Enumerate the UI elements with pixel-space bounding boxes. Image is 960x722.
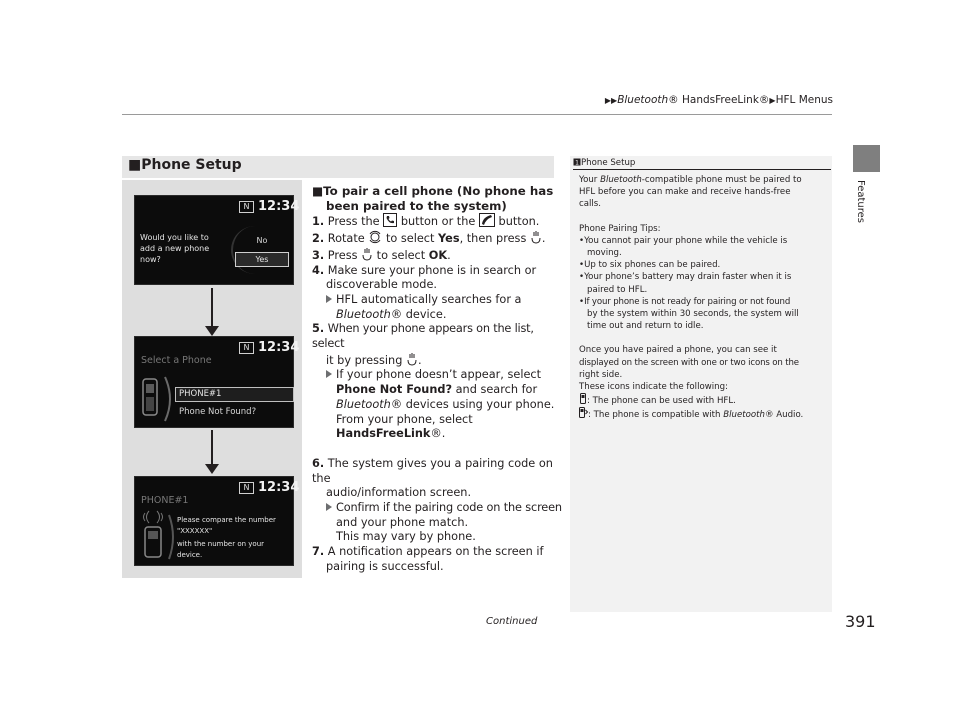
notes-body <box>579 174 829 422</box>
breadcrumb-menus: HFL Menus <box>775 94 833 106</box>
option-yes: Yes <box>235 252 289 267</box>
continued-label: Continued <box>486 616 538 627</box>
down-arrow-icon <box>205 464 219 474</box>
tips-title: Phone Pairing Tips: <box>579 223 661 234</box>
procedure-text <box>312 184 562 575</box>
notes-heading: 1 Phone Setup <box>573 158 635 168</box>
sub-bullet-icon <box>326 503 332 511</box>
tip-4: •If your phone is not ready for pairing or not found <box>579 296 791 307</box>
bullet-icon: • <box>579 235 585 246</box>
step-6-sub-line2: and your phone match. <box>336 515 469 529</box>
note-intro-line3: calls. <box>579 199 601 210</box>
note-marker-icon <box>573 158 581 166</box>
step-5-sub: If your phone doesn’t appear, select <box>312 368 562 383</box>
breadcrumb-hfl: ® HandsFreeLink® <box>668 94 770 106</box>
hfl-phone-icon <box>579 393 587 404</box>
note-intro-line2: HFL before you can make and receive hands-free <box>579 187 791 198</box>
tip-3: •Your phone’s battery may drain faster when it is <box>579 272 792 283</box>
tip-1: •You cannot pair your phone while the vehicle is <box>579 235 788 246</box>
bullet-icon: • <box>579 272 585 283</box>
tip-3-line2: paired to HFL. <box>587 284 648 295</box>
tip-4-line3: time out and return to idle. <box>587 321 704 332</box>
step-6-line2: audio/information screen. <box>326 486 472 500</box>
breadcrumb-arrow-icon: ▶▶ <box>604 96 618 105</box>
note-icon-hfl: : The phone can be used with HFL. <box>579 393 829 407</box>
press-knob-icon <box>361 247 373 261</box>
step-3: 3. Press to select OK. <box>312 248 451 262</box>
option-no: No <box>256 236 268 245</box>
screen-pairing-code <box>134 476 300 566</box>
pairing-phone-icon <box>139 509 175 561</box>
note-paired-line2: displayed on the screen with one or two icons on the <box>579 357 799 368</box>
gear-indicator: N <box>239 342 254 354</box>
step-6: 6. The system gives you a pairing code on the <box>312 456 553 485</box>
press-knob-icon <box>406 352 418 366</box>
flow-arrow-line <box>211 288 213 328</box>
chapter-label: Features <box>855 180 866 223</box>
screen-select-phone <box>134 336 300 428</box>
step-7: 7. A notification appears on the screen if <box>312 545 544 559</box>
phone-list-item-not-found: Phone Not Found? <box>179 407 257 417</box>
step-5-sub-line4: From your phone, select <box>336 412 473 426</box>
bluetooth-audio-phone-icon <box>579 407 588 418</box>
screen-add-phone <box>134 195 300 285</box>
pick-up-button-icon <box>479 213 495 227</box>
step-5-sub-line3: Bluetooth® devices using your phone. <box>336 397 555 411</box>
note-paired-line3: right side. <box>579 369 623 380</box>
step-5-sub-line5: HandsFreeLink®. <box>336 427 446 441</box>
pairing-phone-title: PHONE#1 <box>141 495 189 506</box>
note-paired-line4: These icons indicate the following: <box>579 382 728 393</box>
page-number: 391 <box>845 612 876 631</box>
note-icon-audio: : The phone is compatible with Bluetooth® Audio. <box>579 407 829 421</box>
phone-icon <box>141 375 175 423</box>
note-paired: Once you have paired a phone, you can see it <box>579 345 777 356</box>
step-6-sub: Confirm if the pairing code on the screen <box>312 501 562 516</box>
press-knob-icon <box>530 230 542 244</box>
sub-bullet-icon <box>326 370 332 378</box>
step-2: 2. Rotate to select Yes, then press . <box>312 232 546 246</box>
step-1: 1. Press the button or the button. <box>312 215 540 229</box>
step-4-sub: HFL automatically searches for a <box>312 293 562 308</box>
section-title: ■Phone Setup <box>128 157 242 173</box>
clock-display: 12:34 <box>258 480 300 495</box>
select-phone-title: Select a Phone <box>141 355 212 366</box>
selector-knob-icon <box>368 230 382 244</box>
breadcrumb <box>0 94 833 106</box>
chapter-tab <box>853 145 880 172</box>
step-4-sub-line2: Bluetooth® device. <box>336 307 447 321</box>
step-6-sub-line3: This may vary by phone. <box>336 530 476 544</box>
procedure-heading-line2: been paired to the system) <box>326 198 507 213</box>
notes-rule <box>573 169 831 170</box>
bullet-icon: • <box>579 260 585 271</box>
phone-list-item-phone1: PHONE#1 <box>175 387 294 402</box>
step-5: 5. When your phone appears on the list, select <box>312 322 534 351</box>
header-rule <box>122 114 832 115</box>
note-intro: Your Bluetooth-compatible phone must be paired to <box>579 175 802 185</box>
step-5-sub-line2: Phone Not Found? and search for <box>336 383 538 397</box>
svg-text:1: 1 <box>575 159 579 167</box>
clock-display: 12:34 <box>258 199 300 214</box>
phone-button-icon <box>383 213 397 227</box>
gear-indicator: N <box>239 201 254 213</box>
add-phone-prompt: Would you like to add a new phone now? <box>140 233 210 264</box>
bullet-icon: • <box>579 296 585 307</box>
step-4-line2: discoverable mode. <box>326 278 437 292</box>
procedure-heading: ■To pair a cell phone (No phone has <box>312 184 554 198</box>
step-7-line2: pairing is successful. <box>326 559 444 573</box>
tip-2: •Up to six phones can be paired. <box>579 260 721 271</box>
pairing-code-message: Please compare the number "XXXXXX" with the number on your device. <box>177 516 276 559</box>
breadcrumb-bluetooth: Bluetooth <box>617 94 669 106</box>
tip-4-line2: by the system within 30 seconds, the system will <box>587 309 799 320</box>
breadcrumb-arrow-icon: ▶ <box>769 96 776 105</box>
flow-arrow-line <box>211 430 213 466</box>
sub-bullet-icon <box>326 295 332 303</box>
step-4: 4. Make sure your phone is in search or <box>312 263 537 277</box>
tip-1-line2: moving. <box>587 248 622 259</box>
step-5-line2: it by pressing . <box>326 353 422 367</box>
down-arrow-icon <box>205 326 219 336</box>
clock-display: 12:34 <box>258 340 300 355</box>
gear-indicator: N <box>239 482 254 494</box>
